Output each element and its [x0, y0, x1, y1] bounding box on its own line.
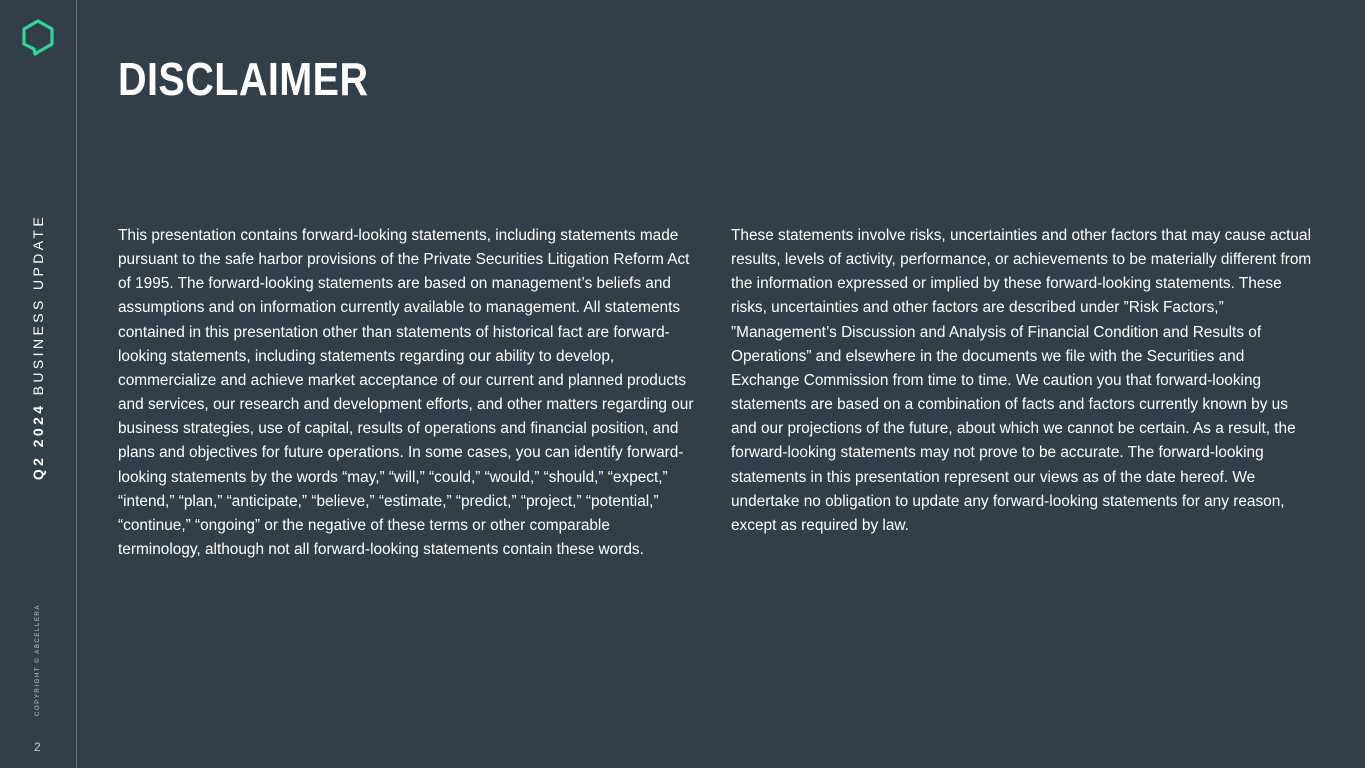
copyright-notice: COPYRIGHT © ABCELLERA: [35, 604, 41, 716]
sidebar: [0, 0, 77, 768]
sidebar-report-title: [30, 214, 46, 480]
disclaimer-paragraph-left: This presentation contains forward-looking statements, including statements made pursuant to the safe harbor provisions of the Private Securities Litigation Reform Act of 1995. The forward-looking statements are based on management’s beliefs and assumptions and on information currently available to management. All statements contained in this presentation other than statements of historical fact are forward-looking statements, including statements regarding our ability to develop, commercialize and achieve market acceptance of our current and planned products and services, our research and development efforts, and other matters regarding our business strategies, use of capital, results of operations and financial position, and plans and objectives for future operations. In some cases, you can identify forward-looking statements by the words “may,” “will,” “could,” “would,” “should,” “expect,” “intend,” “plan,” “anticipate,” “believe,” “estimate,” “predict,” “project,” “potential,” “continue,” “ongoing” or the negative of these terms or other comparable terminology, although not all forward-looking statements contain these words.: [118, 227, 694, 559]
hexagon-logo-icon: [20, 18, 56, 56]
sidebar-report-name: BUSINESS UPDATE: [30, 213, 46, 396]
sidebar-report-period: Q2 2024: [30, 402, 46, 481]
page-number: 2: [34, 740, 41, 754]
disclaimer-paragraph-right: These statements involve risks, uncertainties and other factors that may cause actual results, levels of activity, performance, or achievements to be materially different from the information expressed or implied by these forward-looking statements. These risks, uncertainties and other factors are described under ”Risk Factors,” ”Management’s Discussion and Analysis of Financial Condition and Results of Operations” and elsewhere in the documents we file with the Securities and Exchange Commission from time to time. We caution you that forward-looking statements are based on a combination of facts and factors currently known by us and our projections of the future, about which we cannot be certain. As a result, the forward-looking statements may not prove to be accurate. The forward-looking statements in this presentation represent our views as of the date hereof. We undertake no obligation to update any forward-looking statements for any reason, except as required by law.: [731, 227, 1312, 534]
page-title: DISCLAIMER: [118, 53, 369, 105]
